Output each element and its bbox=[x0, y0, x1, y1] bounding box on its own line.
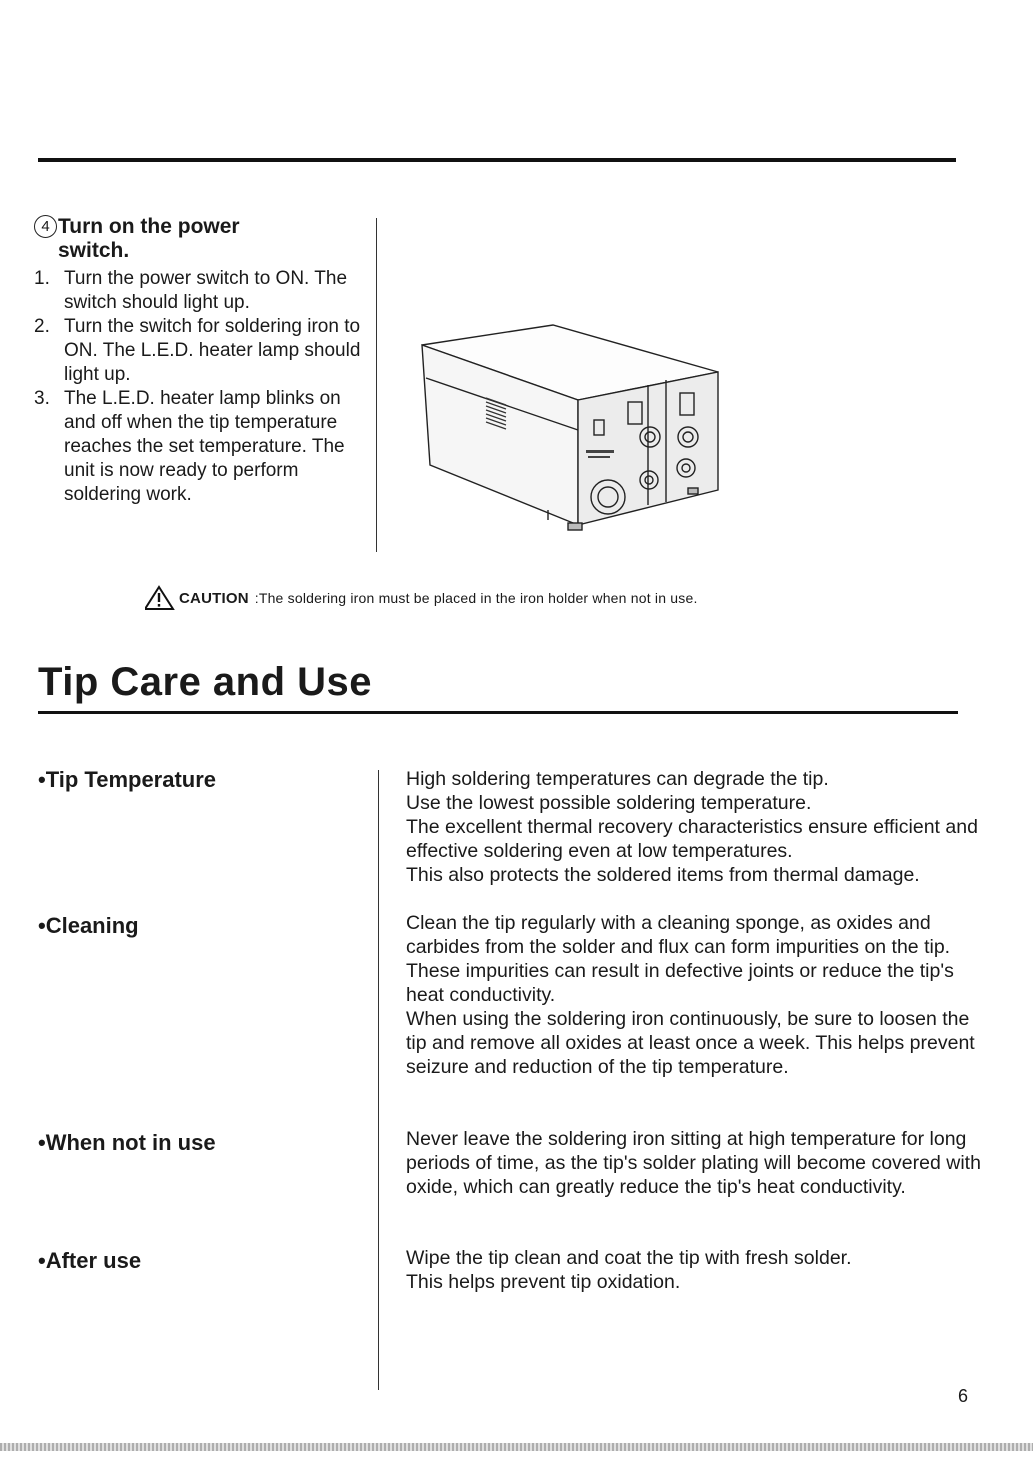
section-rule bbox=[38, 711, 958, 714]
page-number: 6 bbox=[958, 1386, 969, 1406]
tip-temperature-text: High soldering temperatures can degrade the tip. Use the lowest possible soldering temperature. The excellent thermal recovery characteristics ensure efficient and effective soldering even at low temperatures. This also protects the soldered items from thermal damage. bbox=[406, 768, 978, 886]
soldering-station-illustration bbox=[418, 320, 726, 535]
caution-note bbox=[145, 585, 698, 611]
step-item bbox=[34, 315, 369, 387]
step-instructions bbox=[34, 267, 369, 507]
step-heading bbox=[34, 215, 369, 263]
caution-label: CAUTION bbox=[179, 589, 249, 607]
caution-text: :The soldering iron must be placed in the iron holder when not in use. bbox=[254, 590, 698, 606]
cleaning-text: Clean the tip regularly with a cleaning sponge, as oxides and carbides from the solder and flux can form impurities on the tip. These impurities can result in defective joints or reduce the tip's heat conductivity. When using the soldering iron continuously, be sure to loosen the tip and remove all oxides at least once a week. This helps prevent seizure and reduction of the tip temperature. bbox=[406, 912, 975, 1078]
step-item-number: 2. bbox=[34, 316, 50, 337]
scan-edge-strip bbox=[0, 1443, 1033, 1451]
column-divider-lower bbox=[378, 770, 379, 1390]
when-not-in-use-text: Never leave the soldering iron sitting at high temperature for long periods of time, as the tip's solder plating will become covered with oxide, which can greatly reduce the tip's heat conductivity. bbox=[406, 1128, 981, 1198]
step-item-number: 3. bbox=[34, 388, 50, 409]
section-title: Tip Care and Use bbox=[38, 660, 373, 704]
when-not-in-use-label: •When not in use bbox=[38, 1130, 216, 1155]
tip-temperature-label: •Tip Temperature bbox=[38, 767, 217, 792]
top-rule bbox=[38, 158, 956, 162]
step-number-badge: 4 bbox=[34, 215, 57, 238]
column-divider-upper bbox=[376, 218, 377, 552]
step-item bbox=[34, 387, 369, 507]
step-item-text: The L.E.D. heater lamp blinks on and off when the tip temperature reaches the set temperature. The unit is now ready to perform soldering work. bbox=[64, 388, 345, 505]
step-title: Turn on the power switch. bbox=[58, 215, 240, 262]
step-item-text: Turn the switch for soldering iron to ON. The L.E.D. heater lamp should light up. bbox=[64, 316, 361, 385]
step-item-number: 1. bbox=[34, 268, 50, 289]
step-item-text: Turn the power switch to ON. The switch should light up. bbox=[64, 268, 348, 313]
warning-triangle-icon bbox=[145, 585, 177, 611]
after-use-text: Wipe the tip clean and coat the tip with fresh solder. This helps prevent tip oxidation. bbox=[406, 1247, 852, 1293]
power-switch-step bbox=[34, 215, 369, 507]
step-item bbox=[34, 267, 369, 315]
cleaning-label: •Cleaning bbox=[38, 913, 139, 938]
after-use-label: •After use bbox=[38, 1248, 142, 1273]
